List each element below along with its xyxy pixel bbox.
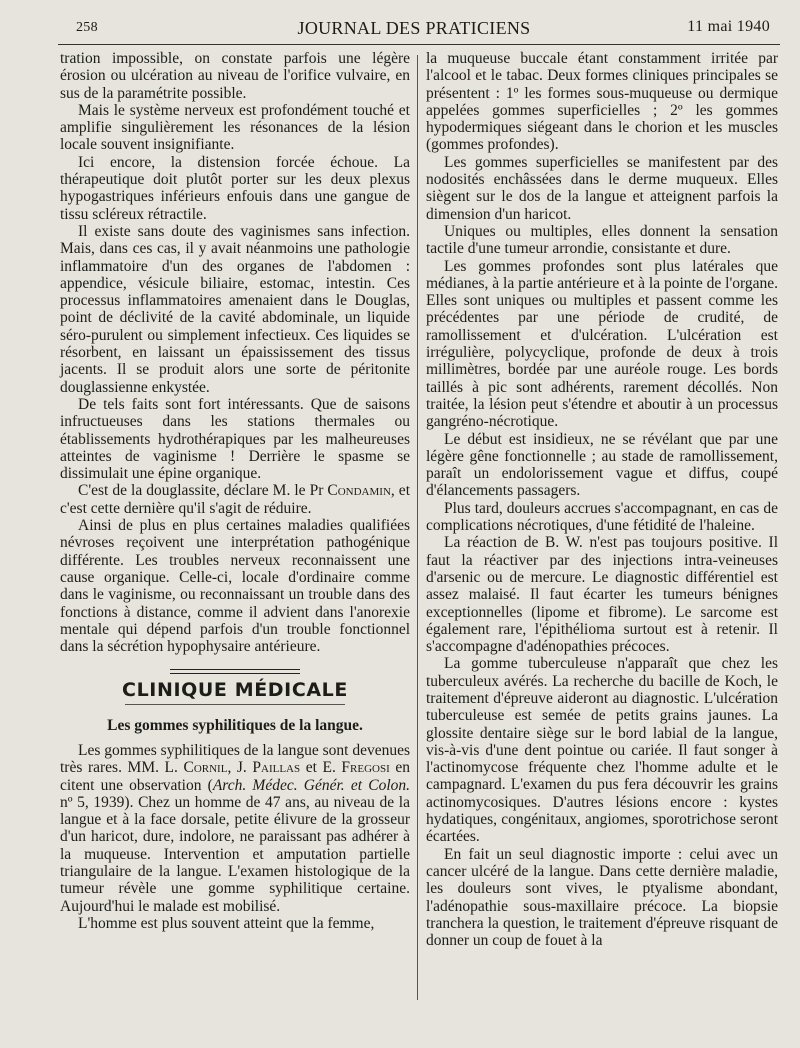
paragraph: Ici encore, la distension forcée échoue. La thérapeutique doit plutôt porter sur les deux plexus hypogastriques inférieurs enfouis dans une gangue de tissu scléreux rétractile. <box>60 153 410 223</box>
issue-date: 11 mai 1940 <box>687 18 770 35</box>
author-name: Cornil <box>183 759 228 777</box>
paragraph: la muqueuse buccale étant constamment irritée par l'alcool et le tabac. Deux formes cliniques principales se présentent : 1º les formes sous-muqueuse ou dermique appelées gommes superficielles ; 2º les gommes hypodermiques siégeant dans le chorion et les muscles (gommes profondes). <box>426 50 778 154</box>
author-name: Paillas <box>252 759 301 777</box>
page-number: 258 <box>76 20 98 35</box>
paragraph: Les gommes superficielles se manifestent par des nodosités enchâssées dans le derme muqueux. Elles siègent sur le dos de la langue et atteignent parfois la dimension d'un haricot. <box>426 153 778 223</box>
paragraph: La réaction de B. W. n'est pas toujours positive. Il faut la réactiver par des injections intra-veineuses d'arsenic ou de mercure. Le diagnostic différentiel est assez malaisé. Il faut écarter les tumeurs bénignes exceptionnelles (lipome et fibrome). Le sarcome est également rare, l'épithélioma surtout est à retenir. Il s'accompagne d'adénopathies précoces. <box>426 534 778 656</box>
header-rule <box>58 44 780 45</box>
paragraph-condamin: C'est de la douglassite, déclare M. le Pr Condamin, et c'est cette dernière qu'il s'agit de réduire. <box>60 482 410 517</box>
paragraph: Il existe sans doute des vaginismes sans infection. Mais, dans ces cas, il y avait néanmoins une pathologie inflammatoire d'un des organes de l'abdomen : appendice, vésicule biliaire, estomac, intestin. Ces processus inflammatoires amenaient dans le Douglas, point de déclivité de la cavité abdominale, un liquide séro-purulent ou simplement infectieux. Ces liquides se résorbent, en laissant un épaississement des tissus jacents. Il se produit alors une sorte de péritonite douglassienne enkystée. <box>60 222 410 396</box>
paragraph: Plus tard, douleurs accrues s'accompagnant, en cas de complications nécrotiques, d'une fétidité de l'haleine. <box>426 499 778 535</box>
right-column <box>426 50 778 949</box>
section-heading: CLINIQUE MÉDICALE <box>122 679 348 702</box>
paragraph: tration impossible, on constate parfois une légère érosion ou ulcération au niveau de l'orifice vulvaire, en sus de la paramétrite possible. <box>60 50 410 102</box>
heading-rule <box>125 704 345 705</box>
paragraph: En fait un seul diagnostic importe : celui avec un cancer ulcéré de la langue. Dans cette dernière maladie, les douleurs sont vives, le ptyalisme abondant, l'adénopathie sous-maxillaire précoce. La biopsie tranchera la question, le traitement d'épreuve risquant de donner un coup de fouet à la <box>426 845 778 950</box>
journal-reference: Arch. Médec. Génér. et Colon. <box>212 776 410 794</box>
article-paragraph: L'homme est plus souvent atteint que la femme, <box>78 914 375 932</box>
paragraph: Mais le système nerveux est profondément touché et amplifie singulièrement les résonances de la lésion locale souvent insignifiante. <box>60 101 410 154</box>
article-title: Les gommes syphilitiques de la langue. <box>107 716 363 734</box>
author-name: Condamin <box>327 482 391 500</box>
author-name: Fregosi <box>341 759 390 777</box>
paragraph: Les gommes profondes sont plus latérales que médianes, à la partie antérieure et à la pointe de l'organe. Elles sont uniques ou multiples et passent comme les précédentes par une période de crudité, de ramollissement et d'ulcération. L'ulcération est irrégulière, polycyclique, profonde de deux à trois millimètres, bordée par une auréole rouge. Les bords taillés à pic sont adhérents, rarement décollés. Non traitée, la lésion peut s'étendre et aboutir à un processus gangréno-nécrotique. <box>426 257 778 431</box>
paragraph: De tels faits sont fort intéressants. Que de saisons infructueuses dans les stations thermales ou établissements hydrothérapiques par les malheureuses atteintes de vaginisme ! Derrière le spasme se dissimulait une épine organique. <box>60 395 410 483</box>
paragraph: Uniques ou multiples, elles donnent la sensation tactile d'une tumeur arrondie, consistante et dure. <box>426 222 778 258</box>
article-paragraph: Les gommes syphilitiques de la langue sont devenues très rares. MM. L. Cornil, J. Paillas et E. Fregosi en citent une observation (Arch. Médec. Génér. et Colon. nº 5, 1939). Chez un homme de 47 ans, au niveau de la langue et à la face dorsale, petite élivure de la grosseur d'un haricot, dure, indolore, ne paraissant pas adhérer à la muqueuse. Intervention et amputation partielle triangulaire de la langue. L'examen histologique de la tumeur révèle une gomme syphilitique certaine. Aujourd'hui le malade est mobilisé. <box>60 741 410 915</box>
paragraph: Ainsi de plus en plus certaines maladies qualifiées névroses reçoivent une interprétation pathogénique différente. Les troubles nerveux reconnaissent une cause organique. Celle-ci, locale d'ordinaire comme dans le vaginisme, ou reconnaissant un trouble dans des fonctions à distance, comme il advient dans l'anorexie mentale qui dépend parfois d'un trouble fonctionnel dans la sécrétion hypophysaire antérieure. <box>60 517 410 656</box>
left-column <box>60 50 410 932</box>
section-separator <box>170 669 300 674</box>
paragraph: Le début est insidieux, ne se révélant que par une légère gêne fonctionnelle ; au stade de ramollissement, paraît un endolorissement vague et diffus, coupé d'élancements passagers. <box>426 430 778 500</box>
paragraph: La gomme tuberculeuse n'apparaît que chez les tuberculeux avérés. La recherche du bacille de Koch, le traitement d'épreuve aideront au diagnostic. L'ulcération tuberculeuse est semée de petits grains jaunes. La glossite dentaire siège sur le bord labial de la langue, vis-à-vis d'une dent pointue ou cariée. Il faut songer à l'actinomycose fréquente chez l'homme adulte et le campagnard. L'examen du pus fera découvrir les grains actinomycosiques. D'autres lésions encore : kystes hydatiques, congénitaux, angiomes, sporotrichose seront écartées. <box>426 655 778 846</box>
page-header <box>58 18 770 44</box>
column-divider <box>417 55 418 1000</box>
journal-title: JOURNAL DES PRATICIENS <box>297 18 531 38</box>
